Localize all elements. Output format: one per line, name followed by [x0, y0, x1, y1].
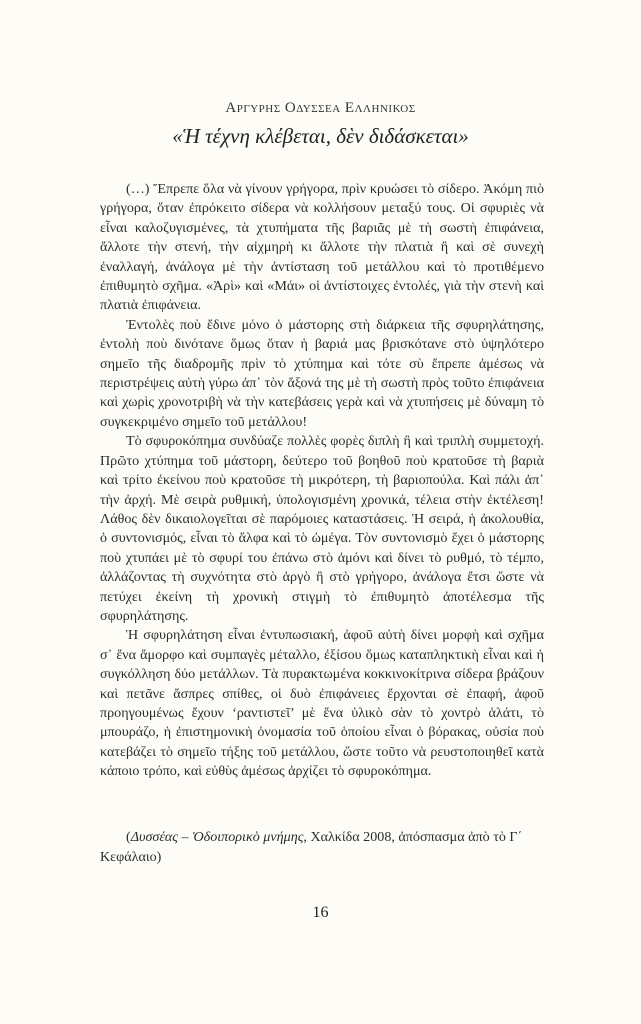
- page-number: 16: [312, 904, 329, 921]
- running-header-author: Αργυρης Οδυσσεα Ελληνικος: [225, 100, 416, 116]
- citation-rest: , Χαλκίδα 2008, ἀπόσπασμα ἀπὸ τὸ Γ΄ Κεφάλαιο): [100, 829, 523, 865]
- citation-dash: –: [178, 829, 193, 845]
- citation-work: Ὁδοιπορικὸ μνήμης: [192, 829, 304, 845]
- body-text: [100, 180, 544, 782]
- paragraph: Ἡ σφυρηλάτηση εἶναι ἐντυπωσιακή, ἀφοῦ αὐτὴ δίνει μορφὴ καὶ σχῆμα σ᾿ ἕνα ἄμορφο καὶ συμπαγὲς μέταλλο, ἐξίσου ὅμως καταπληκτικὴ εἶναι καὶ ἡ συγκόλληση δύο μετάλλων. Τὰ πυρακτωμένα κοκκινοκίτρινα σίδερα βράζουν καὶ πετᾶνε ἄσπρες σπίθες, οἱ δυὸ ἐπιφάνειες ἔρχονται σὲ ἐπαφή, ἀφοῦ προηγουμένως ἔχουν ‘ραντιστεῖ’ μὲ ἕνα ὑλικὸ σὰν τὸ χοντρὸ ἁλάτι, τὸ μπουράζο, ἡ ἐπιστημονικὴ ὀνομασία τοῦ ὁποίου εἶναι ὁ βόρακας, οὐσία ποὺ κατεβάζει τὸ σημεῖο τήξης τοῦ μετάλλου, ὥστε τοῦτο νὰ ρευστοποιηθεῖ κατὰ κάποιο τρόπο, καὶ εὐθὺς ἀμέσως ἀρχίζει τὸ σφυροκόπημα.: [100, 627, 544, 780]
- citation-author: Δυσσέας: [130, 829, 179, 845]
- citation-open: (: [126, 829, 131, 845]
- chapter-title: «Ἡ τέχνη κλέβεται, δὲν διδάσκεται»: [172, 124, 469, 148]
- citation-line: [100, 827, 544, 867]
- paragraph: Τὸ σφυροκόπημα συνδύαζε πολλὲς φορὲς διπλὴ ἢ καὶ τριπλὴ συμμετοχή. Πρῶτο χτύπημα τοῦ μάστορη, δεύτερο τοῦ βοηθοῦ ποὺ κρατοῦσε τὴ βαριὰ καὶ τρίτο ἐκείνου ποὺ κρατοῦσε τὴ μικρότερη, τὴ βαριοπούλα. Καὶ πάλι ἀπ᾿ τὴν ἀρχή. Μὲ σειρὰ ρυθμική, ὑπολογισμένη χρονικά, τέλεια στὴν ἐκτέλεση! Λάθος δὲν δικαιολογεῖται σὲ παρόμοιες καταστάσεις. Ἡ σειρά, ἡ ἀκολουθία, ὁ συντονισμός, εἶναι τὸ ἄλφα καὶ τὸ ὠμέγα. Τὸν συντονισμὸ ἔχει ὁ μάστορης ποὺ χτυπάει μὲ τὸ σφυρί του ἐπάνω στὸ ἀμόνι καὶ δίνει τὸ ρυθμό, τὸ τέμπο, ἀλλάζοντας τὴ συχνότητα στὸ ἀργὸ ἢ στὸ γρήγορο, ἀνάλογα ἔτσι ὥστε νὰ πετύχει ἐκείνη τὴ χρονικὴ στιγμὴ τὸ ἐπιθυμητὸ ἀποτέλεσμα τῆς σφυρηλάτησης.: [100, 433, 544, 624]
- source-citation: [100, 827, 544, 867]
- paragraph: (…) Ἔπρεπε ὅλα νὰ γίνουν γρήγορα, πρὶν κρυώσει τὸ σίδερο. Ἀκόμη πιὸ γρήγορα, ὅταν ἐπρόκειτο σίδερα νὰ κολλήσουν μεταξύ τους. Οἱ σφυριὲς νὰ εἶναι καλοζυγισμένες, τὰ χτυπήματα τῆς βαριᾶς μὲ τὴ σωστὴ ἐπιφάνεια, ἄλλοτε τὴν στενή, τὴν αἰχμηρὴ κι ἄλλοτε τὴν πλατιὰ ἢ καὶ σὲ συνεχὴ ἐναλλαγή, ἀνάλογα μὲ τὴν ἀντίσταση τοῦ μετάλλου καὶ τὸ προτιθέμενο ἐπιθυμητὸ σχῆμα. «Ἀρὶ» καὶ «Μάι» οἱ ἀντίστοιχες ἐντολές, γιὰ τὴν στενὴ καὶ πλατιὰ ἐπιφάνεια.: [100, 181, 544, 314]
- paragraph: Ἐντολὲς ποὺ ἔδινε μόνο ὁ μάστορης στὴ διάρκεια τῆς σφυρηλάτησης, ἐντολὴ ποὺ δινότανε ὅμως ὅταν ἡ βαριά μας βρισκότανε στὸ ὑψηλότερο σημεῖο τῆς διαδρομῆς πρὶν τὸ χτύπημα καὶ τότε σὺ ἔπρεπε ἀμέσως νὰ περιστρέψεις αὐτὴ γύρω ἀπ᾿ τὸν ἄξονά της μὲ τὴ σωστὴ πρὸς τοῦτο ἐπιφάνεια καὶ χωρὶς χρονοτριβὴ νὰ τὴν κατεβάσεις γερὰ καὶ νὰ χτυπήσεις μὲ δύναμη τὸ συγκεκριμένο σημεῖο τοῦ μετάλλου!: [100, 316, 544, 430]
